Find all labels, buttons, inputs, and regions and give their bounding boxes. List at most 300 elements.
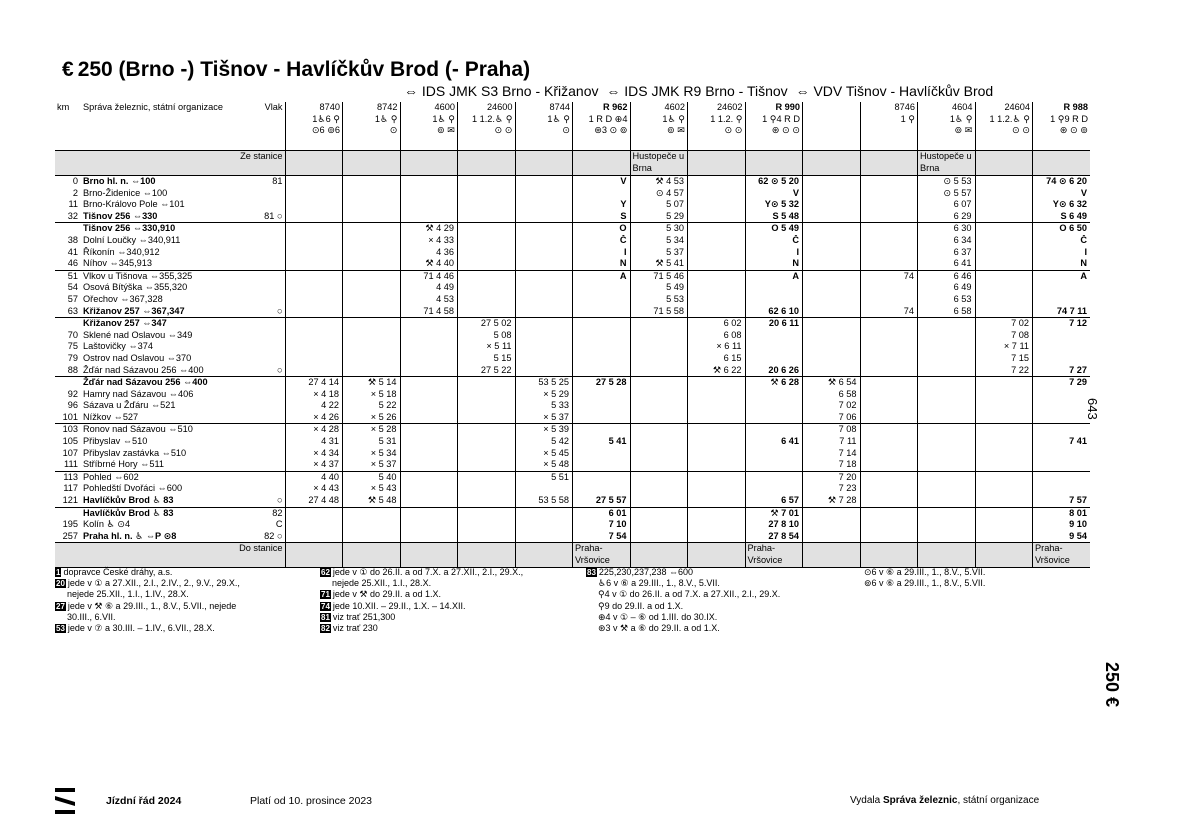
legend-code: 74 bbox=[321, 601, 330, 611]
time-cell bbox=[343, 258, 401, 270]
time-cell bbox=[458, 306, 516, 318]
time-cell: 9 54 bbox=[1033, 531, 1091, 543]
time-cell bbox=[400, 483, 458, 495]
time-cell bbox=[515, 258, 573, 270]
time-cell bbox=[458, 211, 516, 223]
train-services: ⊛ ⊙ ⊙ bbox=[771, 125, 800, 136]
km-cell: 70 bbox=[67, 329, 78, 340]
time-cell: 7 14 bbox=[803, 448, 861, 460]
time-cell: S bbox=[573, 211, 631, 223]
from-station-label: Ze stanice bbox=[81, 151, 285, 176]
time-cell bbox=[745, 400, 803, 412]
legend-entry bbox=[55, 623, 240, 634]
time-cell: 5 37 bbox=[630, 247, 688, 259]
legend-entry bbox=[320, 578, 523, 589]
time-cell: 5 22 bbox=[343, 400, 401, 412]
train-destination bbox=[918, 543, 976, 568]
time-cell: ⚒ 6 28 bbox=[745, 377, 803, 389]
train-features: 1♿ ⚲ bbox=[662, 113, 685, 124]
station-mark: C bbox=[275, 519, 283, 530]
km-cell: 257 bbox=[55, 531, 81, 543]
km-cell: 11 bbox=[68, 199, 78, 210]
time-cell bbox=[458, 495, 516, 507]
train-header bbox=[803, 102, 861, 151]
time-cell bbox=[803, 188, 861, 200]
time-cell bbox=[630, 483, 688, 495]
km-cell: 195 bbox=[62, 519, 78, 530]
time-cell: N bbox=[745, 258, 803, 270]
time-cell: × 4 43 bbox=[285, 483, 343, 495]
time-cell bbox=[573, 330, 631, 342]
timetable-row bbox=[55, 258, 1090, 270]
time-cell: ⚒ 6 22 bbox=[688, 365, 746, 377]
time-cell bbox=[630, 448, 688, 460]
train-header bbox=[1033, 102, 1091, 151]
time-cell: 5 34 bbox=[630, 235, 688, 247]
station-cell bbox=[81, 353, 285, 365]
time-cell bbox=[860, 199, 918, 211]
table-code: 250 € bbox=[1102, 662, 1122, 708]
time-cell bbox=[688, 294, 746, 306]
km-cell: 121 bbox=[55, 495, 81, 507]
time-cell bbox=[860, 400, 918, 412]
legend-column bbox=[852, 567, 985, 589]
station-cell bbox=[81, 247, 285, 259]
train-destination bbox=[630, 543, 688, 568]
km-cell bbox=[55, 318, 81, 330]
time-cell bbox=[573, 306, 631, 318]
time-cell bbox=[1033, 282, 1091, 294]
train-number: 4602 bbox=[664, 102, 685, 112]
time-cell bbox=[343, 294, 401, 306]
time-cell bbox=[458, 519, 516, 531]
time-cell: ⚒ 5 48 bbox=[343, 495, 401, 507]
time-cell bbox=[975, 235, 1033, 247]
time-cell bbox=[458, 199, 516, 211]
train-services: ⊙ ⊙ bbox=[724, 125, 743, 136]
time-cell bbox=[343, 330, 401, 342]
page-number: 643 bbox=[1085, 398, 1100, 420]
time-cell bbox=[1033, 471, 1091, 483]
legend-entry bbox=[586, 567, 780, 578]
train-destination: Praha-Vršovice bbox=[573, 543, 631, 568]
time-cell bbox=[860, 247, 918, 259]
time-cell bbox=[745, 448, 803, 460]
timetable-row bbox=[55, 306, 1090, 318]
time-cell bbox=[285, 211, 343, 223]
train-header bbox=[918, 102, 976, 151]
time-cell bbox=[285, 330, 343, 342]
time-cell: × 5 45 bbox=[515, 448, 573, 460]
time-cell bbox=[285, 294, 343, 306]
time-cell bbox=[860, 282, 918, 294]
time-cell bbox=[458, 235, 516, 247]
time-cell bbox=[573, 389, 631, 401]
timetable-row bbox=[55, 247, 1090, 259]
time-cell bbox=[515, 306, 573, 318]
station-cell bbox=[81, 211, 285, 223]
time-cell bbox=[400, 531, 458, 543]
time-cell bbox=[803, 519, 861, 531]
time-cell bbox=[515, 365, 573, 377]
km-cell: 88 bbox=[55, 365, 81, 377]
time-cell bbox=[975, 199, 1033, 211]
time-cell bbox=[630, 365, 688, 377]
time-cell bbox=[688, 199, 746, 211]
time-cell bbox=[803, 223, 861, 235]
time-cell: Y⊙ 6 32 bbox=[1033, 199, 1091, 211]
time-cell bbox=[630, 389, 688, 401]
time-cell bbox=[803, 270, 861, 282]
time-cell bbox=[343, 531, 401, 543]
time-cell bbox=[458, 282, 516, 294]
time-cell bbox=[803, 341, 861, 353]
time-cell bbox=[860, 436, 918, 448]
time-cell: 27 4 14 bbox=[285, 377, 343, 389]
time-cell: 53 5 25 bbox=[515, 377, 573, 389]
time-cell bbox=[860, 483, 918, 495]
time-cell bbox=[573, 282, 631, 294]
time-cell bbox=[688, 211, 746, 223]
time-cell bbox=[1033, 483, 1091, 495]
timetable-row bbox=[55, 448, 1090, 460]
time-cell bbox=[285, 270, 343, 282]
time-cell bbox=[975, 436, 1033, 448]
time-cell: 5 42 bbox=[515, 436, 573, 448]
legend-entry bbox=[320, 601, 523, 612]
time-cell: Č bbox=[745, 235, 803, 247]
time-cell bbox=[860, 294, 918, 306]
time-cell: 71 4 46 bbox=[400, 270, 458, 282]
time-cell bbox=[630, 412, 688, 424]
train-destination bbox=[400, 543, 458, 568]
time-cell bbox=[285, 365, 343, 377]
timetable-row bbox=[55, 235, 1090, 247]
time-cell: O bbox=[573, 223, 631, 235]
szd-logo-icon bbox=[55, 788, 75, 814]
train-features: 1♿ ⚲ bbox=[949, 113, 973, 124]
time-cell bbox=[1033, 389, 1091, 401]
timetable-row bbox=[55, 531, 1090, 543]
to-km-cell bbox=[55, 543, 81, 568]
timetable-row bbox=[55, 377, 1090, 389]
time-cell: 7 08 bbox=[975, 330, 1033, 342]
train-origin bbox=[688, 151, 746, 176]
time-cell bbox=[860, 223, 918, 235]
time-cell bbox=[803, 306, 861, 318]
time-cell bbox=[860, 531, 918, 543]
time-cell bbox=[400, 400, 458, 412]
legend-entry bbox=[320, 589, 523, 600]
station-cell bbox=[81, 459, 285, 471]
station-name: Dolní Loučky ⇔340,911 bbox=[83, 234, 181, 245]
time-cell bbox=[458, 176, 516, 188]
time-cell bbox=[285, 341, 343, 353]
time-cell bbox=[285, 519, 343, 531]
time-cell: 7 18 bbox=[803, 459, 861, 471]
legend-entry bbox=[586, 612, 780, 623]
train-number: 4600 bbox=[434, 102, 455, 112]
time-cell: 6 15 bbox=[688, 353, 746, 365]
train-destination: Praha-Vršovice bbox=[745, 543, 803, 568]
train-services: ⊚ ✉ bbox=[667, 125, 685, 136]
time-cell: 27 5 28 bbox=[573, 377, 631, 389]
time-cell bbox=[515, 483, 573, 495]
km-cell: 107 bbox=[62, 447, 78, 458]
time-cell: A bbox=[573, 270, 631, 282]
time-cell bbox=[630, 507, 688, 519]
station-group bbox=[55, 318, 1090, 377]
station-cell bbox=[81, 258, 285, 270]
time-cell: × 4 33 bbox=[400, 235, 458, 247]
station-mark: 82 bbox=[272, 507, 283, 518]
time-cell: A bbox=[745, 270, 803, 282]
time-cell bbox=[285, 188, 343, 200]
time-cell bbox=[630, 330, 688, 342]
km-cell bbox=[55, 507, 81, 519]
time-cell bbox=[975, 306, 1033, 318]
train-origin bbox=[573, 151, 631, 176]
time-cell bbox=[343, 306, 401, 318]
train-features: 1 ⚲9 R D bbox=[1050, 113, 1088, 124]
station-cell bbox=[81, 199, 285, 211]
timetable-row bbox=[55, 424, 1090, 436]
time-cell: 6 08 bbox=[688, 330, 746, 342]
time-cell bbox=[688, 483, 746, 495]
km-cell: 75 bbox=[67, 341, 78, 352]
time-cell: 27 8 10 bbox=[745, 519, 803, 531]
station-group bbox=[55, 377, 1090, 424]
time-cell bbox=[285, 258, 343, 270]
time-cell: 7 29 bbox=[1033, 377, 1091, 389]
station-name: Ronov nad Sázavou ⇔510 bbox=[83, 424, 193, 435]
time-cell bbox=[515, 318, 573, 330]
time-cell bbox=[458, 223, 516, 235]
time-cell bbox=[573, 188, 631, 200]
time-cell bbox=[688, 176, 746, 188]
time-cell: 27 4 48 bbox=[285, 495, 343, 507]
timetable-row bbox=[55, 495, 1090, 507]
time-cell bbox=[1033, 424, 1091, 436]
km-cell: 113 bbox=[63, 471, 78, 482]
time-cell: Č bbox=[573, 235, 631, 247]
time-cell: × 4 28 bbox=[285, 424, 343, 436]
train-label: Vlak bbox=[264, 102, 283, 112]
time-cell: 8 01 bbox=[1033, 507, 1091, 519]
train-number: R 988 bbox=[1063, 102, 1088, 112]
station-cell bbox=[81, 235, 285, 247]
station-group bbox=[55, 424, 1090, 471]
station-name: Stříbrné Hory ⇔511 bbox=[83, 459, 165, 470]
time-cell bbox=[400, 341, 458, 353]
time-cell: 20 6 26 bbox=[745, 365, 803, 377]
time-cell bbox=[400, 412, 458, 424]
timetable-row bbox=[55, 294, 1090, 306]
time-cell bbox=[860, 211, 918, 223]
time-cell: 27 8 54 bbox=[745, 531, 803, 543]
train-number: 8744 bbox=[549, 102, 570, 112]
station-cell bbox=[81, 471, 285, 483]
timetable bbox=[55, 102, 1090, 568]
timetable-row bbox=[55, 282, 1090, 294]
legend-text: jede v ⚒ ⑥ a 29.III., 1., 8.V., 5.VII., nejede bbox=[67, 600, 237, 611]
legend-text: nejede 25.XII., 1.I., 28.X. bbox=[332, 578, 432, 589]
km-cell: 117 bbox=[63, 483, 78, 494]
time-cell bbox=[458, 459, 516, 471]
station-cell bbox=[81, 318, 285, 330]
time-cell: 6 37 bbox=[918, 247, 976, 259]
time-cell: V bbox=[745, 188, 803, 200]
time-cell bbox=[400, 507, 458, 519]
time-cell: O 6 50 bbox=[1033, 223, 1091, 235]
time-cell: 6 02 bbox=[688, 318, 746, 330]
legend-entry bbox=[320, 612, 523, 623]
station-cell bbox=[81, 519, 285, 531]
timetable-row bbox=[55, 341, 1090, 353]
time-cell bbox=[400, 389, 458, 401]
legend-text: jede v ① do 26.II. a od 7.X. a 27.XII., 2.I., 29.X., bbox=[332, 567, 524, 577]
legend-entry bbox=[852, 578, 985, 589]
time-cell bbox=[803, 247, 861, 259]
time-cell bbox=[285, 531, 343, 543]
time-cell bbox=[688, 377, 746, 389]
rail-icon: € bbox=[62, 58, 74, 81]
timetable-row bbox=[55, 223, 1090, 235]
subtitle bbox=[404, 83, 997, 99]
train-destination bbox=[860, 543, 918, 568]
time-cell bbox=[688, 436, 746, 448]
time-cell bbox=[400, 176, 458, 188]
time-cell: 74 bbox=[860, 270, 918, 282]
time-cell bbox=[688, 424, 746, 436]
time-cell: N bbox=[1033, 258, 1091, 270]
train-features: 1♿6 ⚲ bbox=[312, 113, 340, 124]
station-name: Hamry nad Sázavou ⇔406 bbox=[83, 388, 194, 399]
km-cell: 0 bbox=[72, 176, 78, 186]
time-cell bbox=[860, 353, 918, 365]
time-cell: ⊙ 5 57 bbox=[918, 188, 976, 200]
station-name: Říkonín ⇔340,912 bbox=[83, 246, 160, 257]
publisher-prefix: Vydala bbox=[850, 795, 883, 806]
time-cell bbox=[745, 412, 803, 424]
train-header bbox=[343, 102, 401, 151]
time-cell bbox=[918, 436, 976, 448]
train-number: 8742 bbox=[377, 102, 398, 112]
time-cell bbox=[1033, 400, 1091, 412]
timetable-row bbox=[55, 365, 1090, 377]
train-origin bbox=[458, 151, 516, 176]
time-cell bbox=[400, 459, 458, 471]
station-cell bbox=[81, 270, 285, 282]
time-cell: O 5 49 bbox=[745, 223, 803, 235]
train-header bbox=[458, 102, 516, 151]
time-cell bbox=[630, 377, 688, 389]
time-cell bbox=[573, 471, 631, 483]
time-cell bbox=[515, 211, 573, 223]
time-cell bbox=[918, 400, 976, 412]
time-cell: 7 08 bbox=[803, 424, 861, 436]
time-cell bbox=[630, 436, 688, 448]
time-cell bbox=[285, 223, 343, 235]
time-cell bbox=[343, 176, 401, 188]
station-name: Ořechov ⇔367,328 bbox=[83, 293, 163, 304]
train-destination bbox=[458, 543, 516, 568]
time-cell bbox=[515, 247, 573, 259]
time-cell: 53 5 58 bbox=[515, 495, 573, 507]
time-cell bbox=[1033, 459, 1091, 471]
train-header bbox=[688, 102, 746, 151]
time-cell bbox=[975, 282, 1033, 294]
timetable-row bbox=[55, 507, 1090, 519]
station-cell bbox=[81, 495, 285, 507]
legend-column bbox=[586, 567, 780, 634]
time-cell bbox=[515, 188, 573, 200]
km-cell: 38 bbox=[67, 234, 78, 245]
time-cell bbox=[745, 282, 803, 294]
time-cell bbox=[688, 389, 746, 401]
time-cell: 71 5 58 bbox=[630, 306, 688, 318]
km-cell: 63 bbox=[55, 306, 81, 318]
time-cell bbox=[860, 365, 918, 377]
train-features: 1♿ ⚲ bbox=[374, 113, 398, 124]
time-cell bbox=[745, 424, 803, 436]
legend-code: 83 bbox=[587, 568, 596, 577]
train-number: 8746 bbox=[894, 102, 915, 112]
time-cell bbox=[975, 424, 1033, 436]
legend-entry bbox=[55, 612, 240, 623]
km-cell: 57 bbox=[67, 293, 78, 304]
time-cell bbox=[860, 258, 918, 270]
time-cell bbox=[573, 459, 631, 471]
time-cell bbox=[918, 377, 976, 389]
time-cell bbox=[975, 507, 1033, 519]
timetable-row bbox=[55, 483, 1090, 495]
station-group bbox=[55, 270, 1090, 317]
time-cell bbox=[975, 389, 1033, 401]
time-cell bbox=[688, 188, 746, 200]
time-cell: 71 5 46 bbox=[630, 270, 688, 282]
time-cell bbox=[573, 294, 631, 306]
time-cell bbox=[745, 294, 803, 306]
time-cell bbox=[630, 519, 688, 531]
timetable-row bbox=[55, 471, 1090, 483]
time-cell: × 5 11 bbox=[458, 341, 516, 353]
time-cell bbox=[860, 459, 918, 471]
legend-text: ⊕4 v ① – ⑥ od 1.III. do 30.IX. bbox=[598, 611, 718, 622]
train-header bbox=[400, 102, 458, 151]
station-name: Brno-Židenice ⇔100 bbox=[83, 187, 168, 198]
legend-entry bbox=[55, 567, 240, 578]
time-cell bbox=[688, 270, 746, 282]
time-cell bbox=[918, 507, 976, 519]
time-cell bbox=[515, 531, 573, 543]
legend-entry bbox=[586, 589, 780, 600]
train-services: ⊙ bbox=[389, 125, 398, 136]
time-cell bbox=[515, 223, 573, 235]
subtitle-part: ⇔ VDV Tišnov - Havlíčkův Brod bbox=[795, 83, 994, 99]
train-origin bbox=[1033, 151, 1091, 176]
time-cell: 7 20 bbox=[803, 471, 861, 483]
time-cell bbox=[573, 483, 631, 495]
time-cell: 6 29 bbox=[918, 211, 976, 223]
train-services: ⊙ ⊙ bbox=[1012, 125, 1030, 136]
station-cell bbox=[81, 294, 285, 306]
station-cell bbox=[81, 424, 285, 436]
time-cell bbox=[573, 341, 631, 353]
time-cell: ⊙ 5 53 bbox=[918, 176, 976, 188]
time-cell bbox=[343, 211, 401, 223]
time-cell bbox=[458, 400, 516, 412]
